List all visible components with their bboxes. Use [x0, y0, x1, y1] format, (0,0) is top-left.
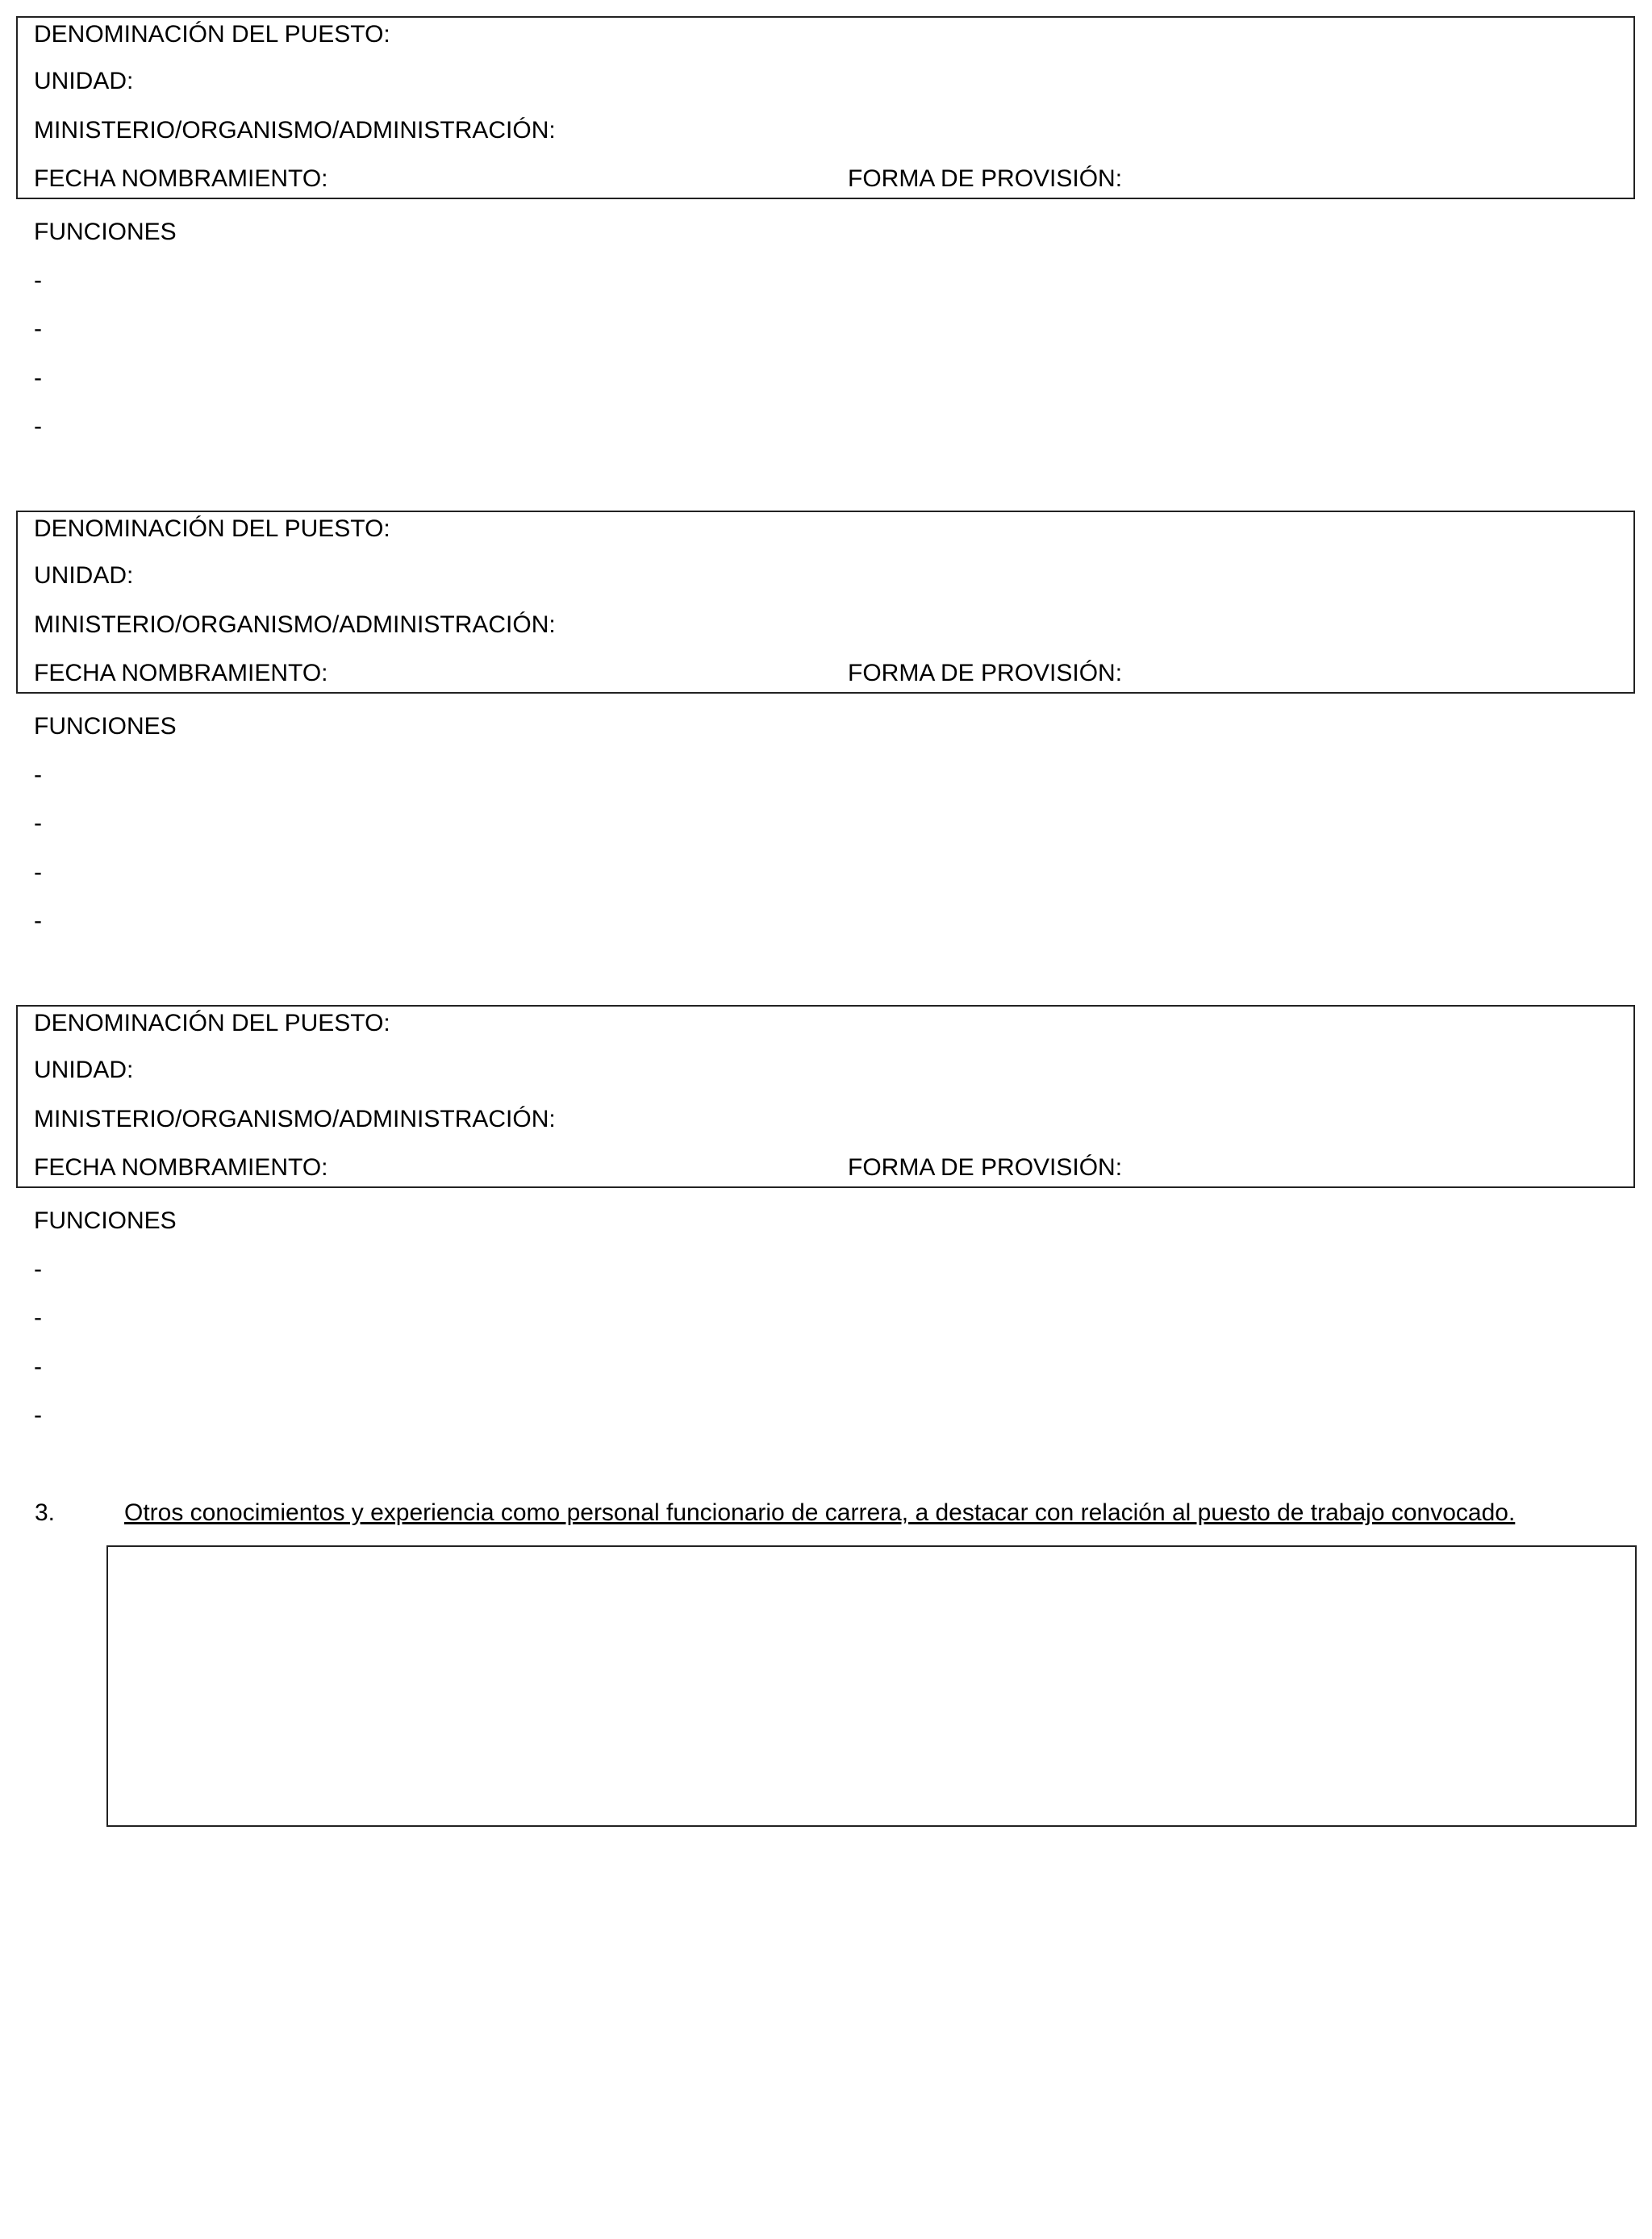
field-ministerio: MINISTERIO/ORGANISMO/ADMINISTRACIÓN:: [34, 1106, 556, 1132]
field-ministerio: MINISTERIO/ORGANISMO/ADMINISTRACIÓN:: [34, 611, 556, 638]
funciones-heading: FUNCIONES: [34, 219, 177, 245]
section-title: Otros conocimientos y experiencia como personal funcionario de carrera, a destacar con relación al puesto de trabajo convocado.: [124, 1499, 1516, 1526]
field-fecha: FECHA NOMBRAMIENTO:: [34, 660, 328, 686]
otros-conocimientos-field[interactable]: [106, 1545, 1637, 1827]
field-denominacion: DENOMINACIÓN DEL PUESTO:: [34, 1010, 390, 1036]
funcion-item: -: [34, 907, 42, 934]
field-unidad: UNIDAD:: [34, 1057, 134, 1083]
funcion-item: -: [34, 859, 42, 886]
funcion-item: -: [34, 1402, 42, 1428]
field-forma: FORMA DE PROVISIÓN:: [848, 1154, 1123, 1181]
field-fecha: FECHA NOMBRAMIENTO:: [34, 165, 328, 192]
section-number: 3.: [35, 1499, 56, 1526]
field-forma: FORMA DE PROVISIÓN:: [848, 165, 1123, 192]
funcion-item: -: [34, 761, 42, 788]
field-unidad: UNIDAD:: [34, 562, 134, 589]
funcion-item: -: [34, 810, 42, 836]
field-unidad: UNIDAD:: [34, 68, 134, 94]
field-denominacion: DENOMINACIÓN DEL PUESTO:: [34, 515, 390, 542]
funcion-item: -: [34, 1353, 42, 1380]
funcion-item: -: [34, 413, 42, 440]
funcion-item: -: [34, 315, 42, 342]
field-denominacion: DENOMINACIÓN DEL PUESTO:: [34, 21, 390, 48]
funcion-item: -: [34, 267, 42, 294]
funcion-item: -: [34, 365, 42, 391]
field-forma: FORMA DE PROVISIÓN:: [848, 660, 1123, 686]
funciones-heading: FUNCIONES: [34, 713, 177, 740]
field-fecha: FECHA NOMBRAMIENTO:: [34, 1154, 328, 1181]
funcion-item: -: [34, 1256, 42, 1282]
funciones-heading: FUNCIONES: [34, 1207, 177, 1234]
field-ministerio: MINISTERIO/ORGANISMO/ADMINISTRACIÓN:: [34, 117, 556, 144]
funcion-item: -: [34, 1304, 42, 1331]
